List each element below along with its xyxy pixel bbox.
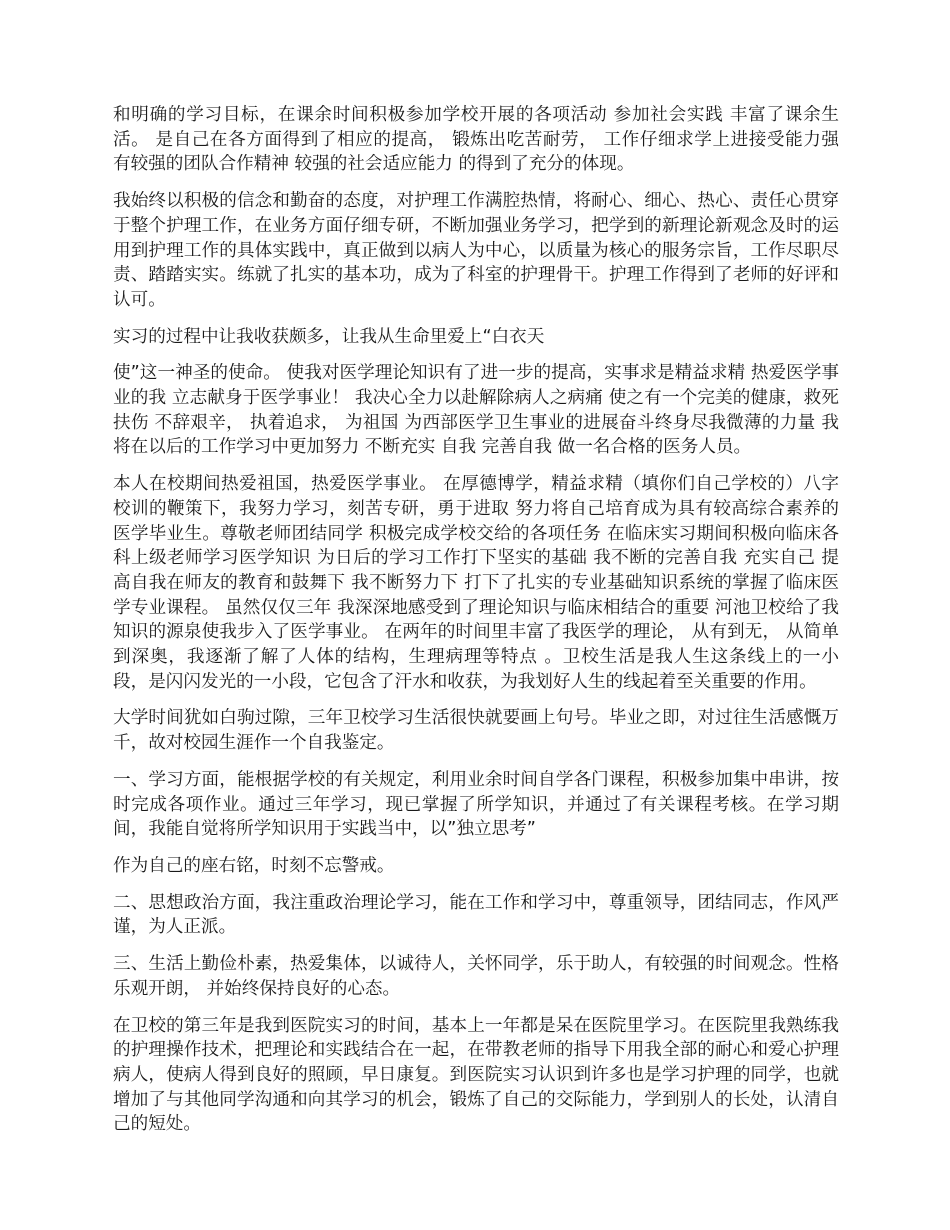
paragraph-5: 本人在校期间热爱祖国，热爱医学事业。 在厚德博学，精益求精（填你们自己学校的）八字校训的鞭策下，我努力学习，刻苦专研，勇于进取 努力将自己培育成为具有较高综合素养的医学毕业生。尊敬老师团结同学 积极完成学校交给的各项任务 在临床实习期间积极向临床各科上级老师学习医学知识 为日后的学习工作打下坚实的基础 我不断的完善自我 充实自己 提高自我在师友的教育和鼓舞下 我不断努力下 打下了扎实的专业基础知识系统的掌握了临床医学专业课程。 虽然仅仅三年 我深深地感受到了理论知识与临床相结合的重要 河池卫校给了我知识的源泉使我步入了医学事业。 在两年的时间里丰富了我医学的理论， 从有到无， 从简单到深奥，我逐渐了解了人体的结构，生理病理等特点 。卫校生活是我人生这条线上的一小段，是闪闪发光的一小段，它包含了汗水和收获，为我划好人生的线起着至关重要的作用。 xyxy=(113,474,839,692)
document-page xyxy=(113,103,839,1149)
paragraph-2: 我始终以积极的信念和勤奋的态度，对护理工作满腔热情，将耐心、细心、热心、责任心贯穿于整个护理工作，在业务方面仔细专研，不断加强业务学习，把学到的新理论新观念及时的运用到护理工作的具体实践中，真正做到以病人为中心，以质量为核心的服务宗旨，工作尽职尽责、踏踏实实。练就了扎实的基本功，成为了科室的护理骨干。护理工作得到了老师的好评和认可。 xyxy=(113,191,839,310)
paragraph-4: 使”这一神圣的使命。 使我对医学理论知识有了进一步的提高，实事求是精益求精 热爱医学事业的我 立志献身于医学事业！ 我决心全力以赴解除病人之病痛 使之有一个完美的健康，救死扶伤 不辞艰辛， 执着追求， 为祖国 为西部医学卫生事业的进展奋斗终身尽我微薄的力量 我将在以后的工作学习中更加努力 不断充实 自我 完善自我 做一名合格的医务人员。 xyxy=(113,363,839,458)
paragraph-9: 二、思想政治方面，我注重政治理论学习，能在工作和学习中，尊重领导，团结同志，作风严谨，为人正派。 xyxy=(113,892,839,938)
paragraph-6: 大学时间犹如白驹过隙，三年卫校学习生活很快就要画上句号。毕业之即，对过往生活感慨万千，故对校园生涯作一个自我鉴定。 xyxy=(113,708,839,754)
paragraph-3: 实习的过程中让我收获颇多，让我从生命里爱上“白衣天 xyxy=(113,326,545,347)
paragraph-8: 作为自己的座右铭，时刻不忘警戒。 xyxy=(113,855,395,876)
paragraph-1: 和明确的学习目标，在课余时间积极参加学校开展的各项活动 参加社会实践 丰富了课余生活。 是自己在各方面得到了相应的提高， 锻炼出吃苦耐劳， 工作仔细求学上进接受能力强 有较强的团队合作精神 较强的社会适应能力 的得到了充分的体现。 xyxy=(113,105,839,175)
paragraph-11: 在卫校的第三年是我到医院实习的时间，基本上一年都是呆在医院里学习。在医院里我熟练我的护理操作技术，把理论和实践结合在一起，在带教老师的指导下用我全部的耐心和爱心护理病人，使病人得到良好的照顾，早日康复。到医院实习认识到许多也是学习护理的同学，也就增加了与其他同学沟通和向其学习的机会，锻炼了自己的交际能力，学到别人的长处，认清自己的短处。 xyxy=(113,1015,839,1135)
paragraph-10: 三、生活上勤俭朴素，热爱集体，以诚待人，关怀同学，乐于助人，有较强的时间观念。性格乐观开朗， 并始终保持良好的心态。 xyxy=(113,954,839,999)
paragraph-7: 一、学习方面，能根据学校的有关规定，利用业余时间自学各门课程，积极参加集中串讲，按时完成各项作业。通过三年学习，现已掌握了所学知识，并通过了有关课程考核。在学习期间，我能自觉将所学知识用于实践当中，以”独立思考” xyxy=(113,769,839,840)
